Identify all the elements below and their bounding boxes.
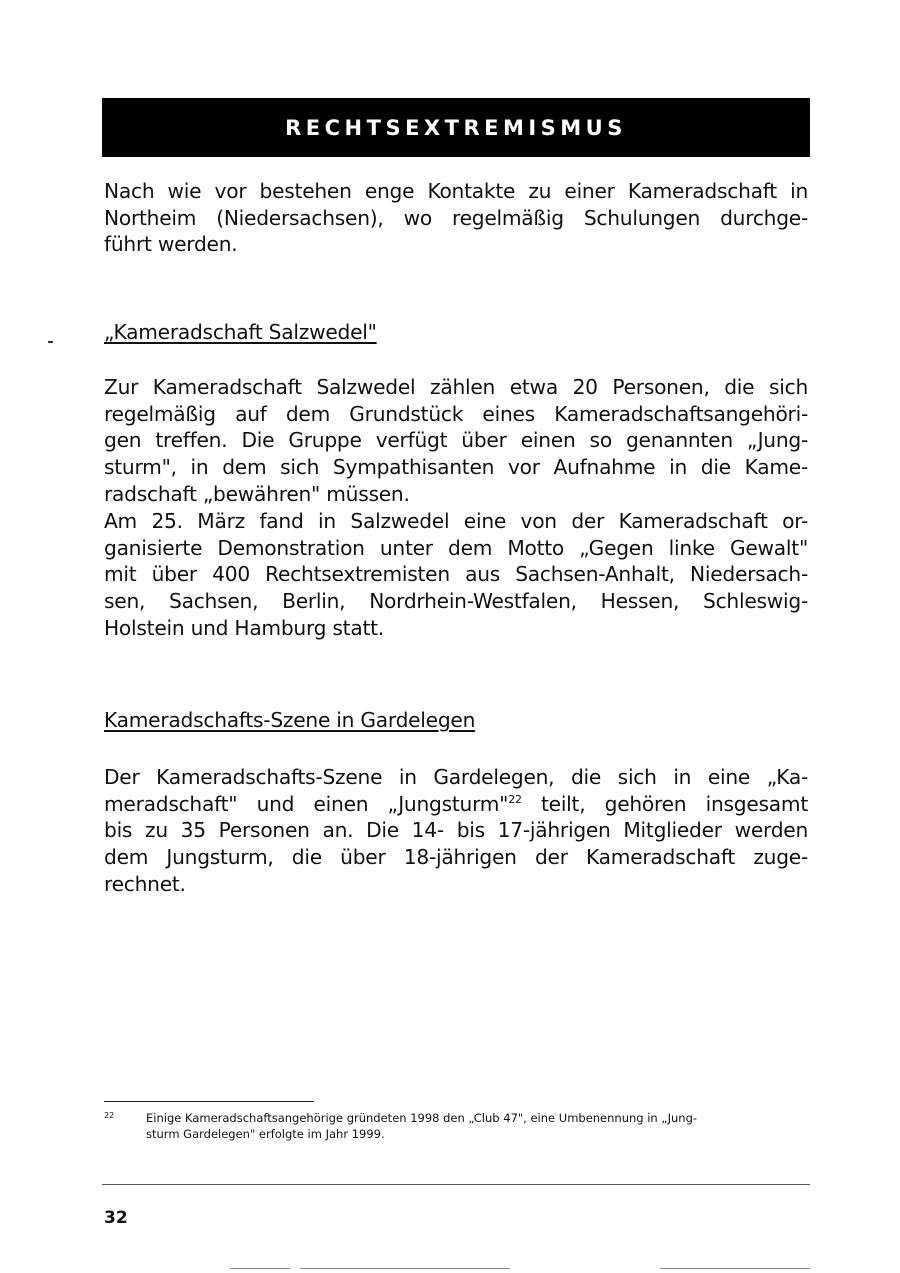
intro-paragraph	[104, 178, 808, 258]
section-heading-salzwedel: „Kameradschaft Salzwedel"	[104, 320, 377, 344]
text-line: Northeim (Niedersachsen), wo regelmäßig Schulungen durchge-	[104, 205, 808, 230]
chapter-title: RECHTSEXTREMISMUS	[285, 115, 627, 140]
salzwedel-paragraph-2	[104, 508, 808, 642]
footnote	[104, 1110, 808, 1142]
text-line: ganisierte Demonstration unter dem Motto „Gegen linke Gewalt"	[104, 535, 808, 560]
text-line: Der Kameradschafts-Szene in Gardelegen, die sich in eine „Ka-	[104, 765, 808, 789]
scan-artifact-line	[660, 1268, 810, 1269]
text-fragment: teilt, gehören insgesamt	[521, 791, 808, 816]
text-line: sen, Sachsen, Berlin, Nordrhein-Westfalen, Hessen, Schleswig-	[104, 589, 808, 614]
text-line: bis zu 35 Personen an. Die 14- bis 17-jährigen Mitglieder werden	[104, 818, 808, 843]
gardelegen-paragraph	[104, 764, 808, 898]
margin-mark	[48, 341, 53, 343]
footnote-reference[interactable]: 22	[508, 792, 522, 806]
text-line: Einige Kameradschaftsangehörige gründeten 1998 den „Club 47", eine Umbenennung in „Jung-	[146, 1111, 698, 1125]
text-line: mit über 400 Rechtsextremisten aus Sachsen-Anhalt, Niedersach-	[104, 562, 808, 587]
footnote-number: 22	[104, 1111, 115, 1120]
text-line: gen treffen. Die Gruppe verfügt über einen so genannten „Jung-	[104, 428, 808, 453]
text-line: rechnet.	[104, 871, 186, 896]
text-line: Nach wie vor bestehen enge Kontakte zu einer Kameradschaft in	[104, 179, 808, 203]
text-line: regelmäßig auf dem Grundstück eines Kameradschaftsangehöri-	[104, 401, 808, 426]
text-line: Holstein und Hamburg statt.	[104, 615, 384, 640]
text-line: führt werden.	[104, 232, 238, 257]
page-number: 32	[104, 1208, 128, 1228]
scan-artifact-line	[230, 1268, 290, 1269]
text-fragment: meradschaft" und einen „Jungsturm"	[104, 791, 509, 816]
text-line: dem Jungsturm, die über 18-jährigen der Kameradschaft zuge-	[104, 845, 808, 870]
footnote-separator	[104, 1101, 314, 1102]
scan-artifact-line	[300, 1268, 510, 1269]
salzwedel-paragraph-1	[104, 374, 808, 508]
text-line: Zur Kameradschaft Salzwedel zählen etwa 20 Personen, die sich	[104, 375, 808, 399]
section-heading-gardelegen: Kameradschafts-Szene in Gardelegen	[104, 708, 476, 732]
text-line: sturm", in dem sich Sympathisanten vor Aufnahme in die Kame-	[104, 455, 808, 480]
text-line	[104, 791, 808, 818]
text-line: radschaft „bewähren" müssen.	[104, 481, 410, 506]
text-line: Am 25. März fand in Salzwedel eine von der Kameradschaft or-	[104, 509, 808, 533]
footer-rule	[102, 1184, 810, 1185]
footnote-text	[146, 1110, 808, 1142]
text-line: sturm Gardelegen" erfolgte im Jahr 1999.	[146, 1127, 385, 1141]
chapter-header-bar	[102, 98, 810, 157]
